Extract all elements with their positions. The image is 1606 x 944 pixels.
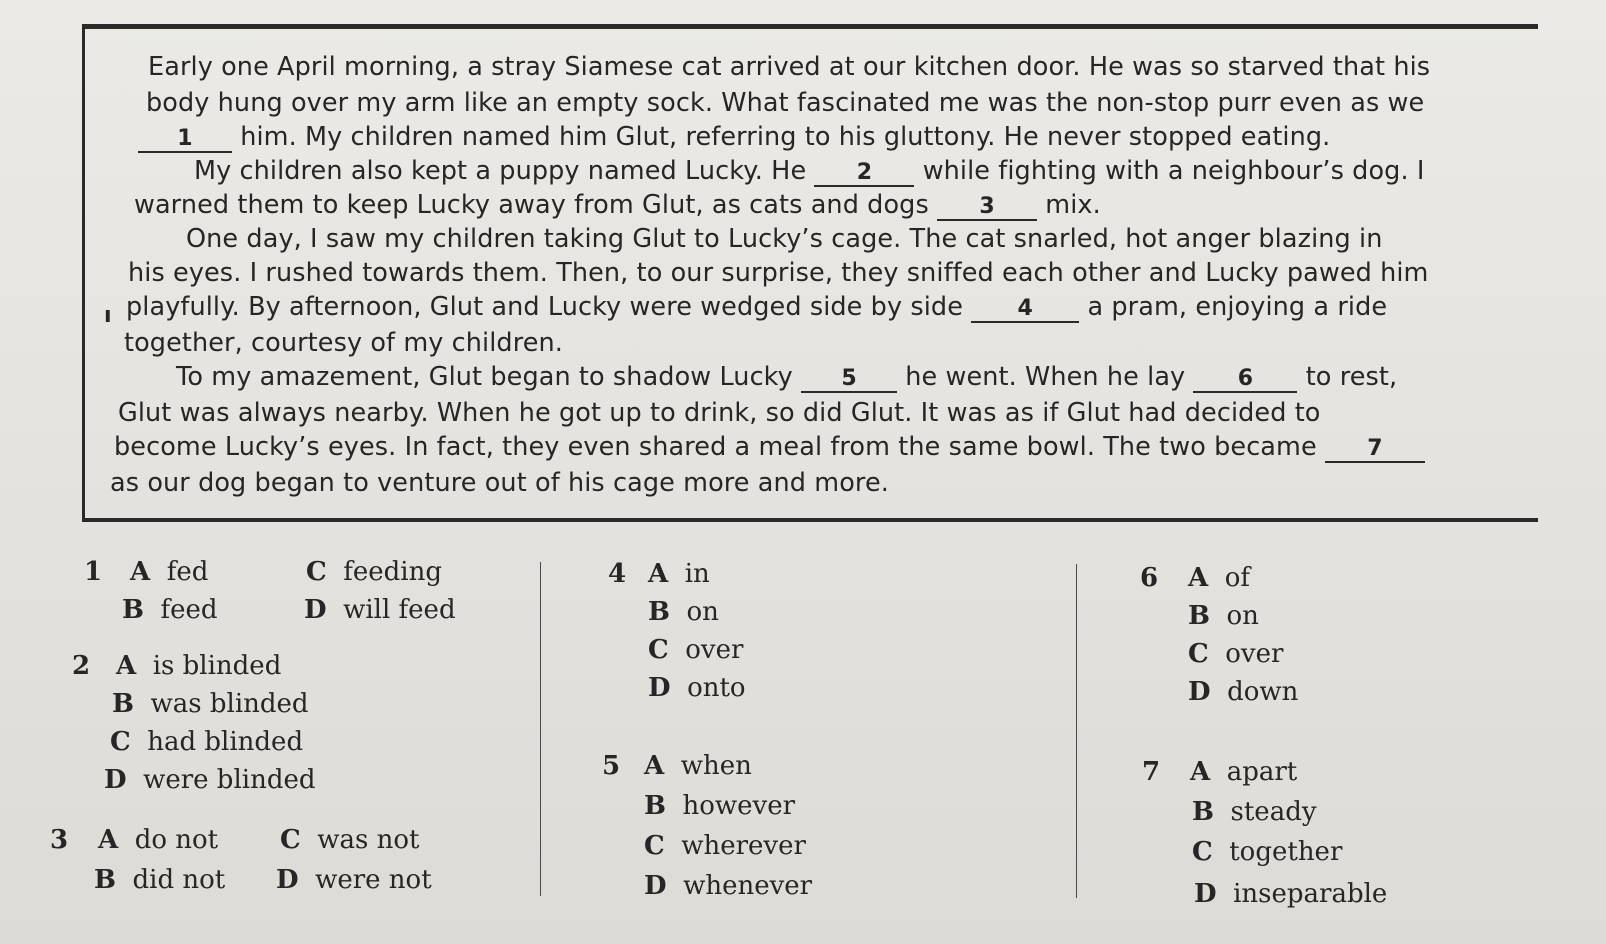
passage-line-12 [114,432,1425,463]
q1-option-a[interactable]: A fed [130,557,209,587]
passage-line-1 [148,52,1430,82]
margin-mark: ı [104,303,112,328]
q1-option-b[interactable]: B feed [122,595,218,625]
gap-2[interactable]: 2 [814,161,914,187]
q4-option-c[interactable]: C over [648,635,744,665]
q2-option-a[interactable]: A is blinded [116,651,282,681]
passage-text: Early one April morning, a stray Siamese cat arrived at our kitchen door. He was so starved that his [148,52,1431,82]
q6-option-a[interactable]: A of [1188,563,1250,593]
passage-line-7 [128,258,1429,288]
q7-option-d[interactable]: D inseparable [1194,879,1388,909]
q6-option-c[interactable]: C over [1188,639,1284,669]
gap-7[interactable]: 7 [1325,437,1425,463]
q3-option-a[interactable]: A do not [98,825,219,855]
passage-text: To my amazement, Glut began to shadow Lucky [176,362,793,392]
q2-option-b[interactable]: B was blinded [112,689,309,719]
q3-option-b[interactable]: B did not [94,865,226,895]
passage-text: Glut was always nearby. When he got up to drink, so did Glut. It was as if Glut had decided to [118,398,1321,428]
passage-text: body hung over my arm like an empty sock. What fascinated me was the non-stop purr even as we [146,88,1425,118]
passage-line-3 [138,122,1330,153]
q1-option-d[interactable]: D will feed [304,595,456,625]
passage-line-8 [126,292,1387,323]
q4-option-d[interactable]: D onto [648,673,746,703]
passage-text: playfully. By afternoon, Glut and Lucky were wedged side by side [126,292,963,322]
question-6-number: 6 [1140,563,1159,593]
passage-line-13 [110,468,889,498]
passage-line-4 [194,156,1424,187]
passage-text: warned them to keep Lucky away from Glut, as cats and dogs [134,190,929,220]
passage-text: as our dog began to venture out of his cage more and more. [110,468,889,498]
q7-option-a[interactable]: A apart [1190,757,1298,787]
q1-option-c[interactable]: C feeding [306,557,442,587]
q5-option-a[interactable]: A when [644,751,752,781]
passage-text: One day, I saw my children taking Glut to Lucky’s cage. The cat snarled, hot anger blazing in [186,224,1383,254]
passage-text: he went. When he lay [905,362,1186,392]
passage-text: while fighting with a neighbour’s dog. I [922,156,1425,186]
q2-option-d[interactable]: D were blinded [104,765,316,795]
passage-text: My children also kept a puppy named Lucky. He [194,156,807,186]
q6-option-d[interactable]: D down [1188,677,1299,707]
passage-text: a pram, enjoying a ride [1087,292,1388,322]
question-7-number: 7 [1142,757,1161,787]
gap-5[interactable]: 5 [801,367,897,393]
passage-line-11 [118,398,1321,428]
passage-line-5 [134,190,1101,221]
q3-option-c[interactable]: C was not [280,825,420,855]
question-5-number: 5 [602,751,621,781]
q7-option-b[interactable]: B steady [1192,797,1317,827]
passage-text: him. My children named him Glut, referring to his gluttony. He never stopped eating. [240,122,1331,152]
question-4-number: 4 [608,559,627,589]
passage-line-2 [146,88,1424,118]
q4-option-b[interactable]: B on [648,597,719,627]
question-1-number: 1 [84,557,103,587]
gap-3[interactable]: 3 [937,195,1037,221]
passage-text: his eyes. I rushed towards them. Then, to our surprise, they sniffed each other and Lucky pawed him [128,258,1429,288]
q4-option-a[interactable]: A in [648,559,710,589]
q5-option-c[interactable]: C wherever [644,831,806,861]
question-2-number: 2 [72,651,91,681]
passage-line-10 [176,362,1397,393]
passage-text: to rest, [1305,362,1398,392]
passage-line-6 [186,224,1382,254]
q5-option-b[interactable]: B however [644,791,796,821]
passage-line-9 [124,328,563,358]
q3-option-d[interactable]: D were not [276,865,432,895]
q6-option-b[interactable]: B on [1188,601,1259,631]
q5-option-d[interactable]: D whenever [644,871,813,901]
question-3-number: 3 [50,825,69,855]
passage-text: become Lucky’s eyes. In fact, they even shared a meal from the same bowl. The two became [114,432,1317,462]
gap-4[interactable]: 4 [971,297,1079,323]
q2-option-c[interactable]: C had blinded [110,727,304,757]
column-divider-left [540,562,541,896]
gap-6[interactable]: 6 [1193,367,1297,393]
passage-text: mix. [1045,190,1101,220]
passage-text: together, courtesy of my children. [124,328,563,358]
gap-1[interactable]: 1 [138,127,232,153]
column-divider-right [1076,564,1077,898]
q7-option-c[interactable]: C together [1192,837,1343,867]
